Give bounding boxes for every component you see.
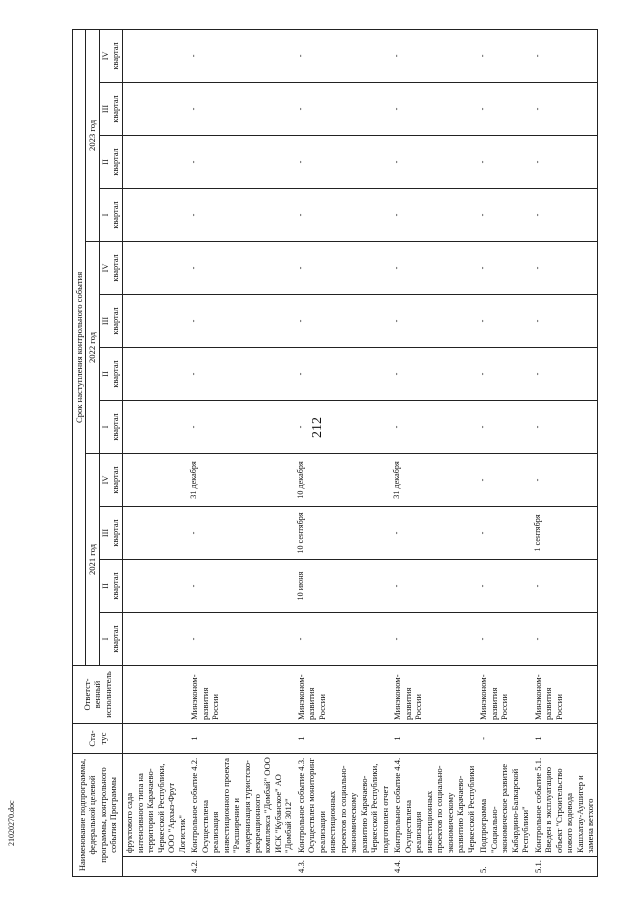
header-quarter [99,612,122,665]
quarter-cell [123,347,188,400]
row-executor: Минэконом-развития России [295,665,391,723]
file-footer: 21020270.doc [7,800,16,846]
row-status: 1 [532,723,597,753]
quarter-cell [123,506,188,559]
quarter-cell: - [295,241,391,294]
quarter-cell: - [391,347,477,400]
row-number: 4.3. [295,857,391,877]
header-quarter [99,188,122,241]
quarter-numeral: II [100,583,110,589]
row-status: 1 [391,723,477,753]
quarter-cell: - [477,29,531,82]
quarter-word: квартал [111,201,121,229]
quarter-numeral: I [100,425,110,429]
row-name: фруктового сада интенсивного типа на территории Карачаево-Черкесской Республики, ООО "Архыз-Фрут Логистик" [123,753,188,856]
row-executor: Минэконом-развития России [477,665,531,723]
quarter-numeral: II [100,159,110,165]
quarter-numeral: III [100,316,110,326]
quarter-word: квартал [111,254,121,282]
quarter-cell: 31 декабря [391,453,477,506]
quarter-cell [123,612,188,665]
header-quarter [99,29,122,82]
quarter-cell: - [391,294,477,347]
quarter-cell: - [391,612,477,665]
quarter-cell: - [532,82,597,135]
quarter-numeral: IV [100,51,110,61]
quarter-cell: - [391,29,477,82]
header-executor: Ответст-венный исполнитель [73,665,123,723]
header-quarter [99,347,122,400]
quarter-word: квартал [111,466,121,494]
header-quarter [99,400,122,453]
quarter-word: квартал [111,572,121,600]
header-deadline: Срок наступления контрольного события [73,29,86,665]
quarter-cell: - [477,506,531,559]
row-name: Подпрограмма "Социально-экономическое развитие Кабардино-Балкарской Республики" [477,753,531,856]
quarter-cell: - [391,506,477,559]
quarter-cell: - [188,82,295,135]
row-status: 1 [188,723,295,753]
quarter-cell: - [532,294,597,347]
quarter-cell: 31 декабря [188,453,295,506]
quarter-cell: - [477,241,531,294]
table-row [295,29,391,876]
header-quarter [99,506,122,559]
quarter-cell: - [188,188,295,241]
header-year: 2023 год [86,29,99,241]
row-number: 5.1. [532,857,597,877]
quarter-cell: - [188,400,295,453]
row-executor: Минэконом-развития России [391,665,477,723]
table-header [73,29,123,876]
row-name: Контрольное событие 5.1. Введен в эксплуатацию объект "Строительство нового водовода Кашхатау-Аушигер и замена ветхого [532,753,597,856]
control-events-table [72,29,598,877]
quarter-cell: - [295,400,391,453]
quarter-cell: - [477,135,531,188]
quarter-cell: - [188,559,295,612]
page-number: 212 [310,417,325,438]
row-executor: Минэконом-развития России [188,665,295,723]
quarter-cell: - [295,612,391,665]
quarter-word: квартал [111,148,121,176]
quarter-numeral: III [100,104,110,114]
row-status [123,723,188,753]
quarter-numeral: III [100,528,110,538]
row-name: Контрольное событие 4.2. Осуществлена реализация инвестиционного проекта "Расширение и модернизация туристско-рекреационного комплекса "Домбай" ООО ИСК "Кубанское" АО "Домбай 3012" [188,753,295,856]
quarter-cell: - [477,453,531,506]
quarter-cell: - [391,188,477,241]
quarter-word: квартал [111,42,121,70]
quarter-cell: 10 декабря [295,453,391,506]
quarter-cell: - [477,612,531,665]
quarter-cell: - [188,347,295,400]
quarter-cell: - [188,612,295,665]
table-row [391,29,477,876]
table-row [477,29,531,876]
quarter-cell: 10 сентября [295,506,391,559]
quarter-cell: - [532,612,597,665]
quarter-cell: - [477,347,531,400]
rotated-page [72,30,637,877]
quarter-cell: - [532,188,597,241]
quarter-cell: - [532,453,597,506]
quarter-cell: - [532,135,597,188]
quarter-cell: - [532,347,597,400]
quarter-cell [123,241,188,294]
quarter-cell: - [477,294,531,347]
quarter-numeral: I [100,637,110,641]
header-quarter [99,294,122,347]
quarter-cell: - [295,135,391,188]
quarter-cell: - [532,29,597,82]
header-quarter [99,453,122,506]
quarter-cell: - [295,347,391,400]
quarter-cell: - [391,400,477,453]
quarter-cell: - [295,29,391,82]
quarter-cell: - [391,82,477,135]
table-row [532,29,597,876]
header-quarter [99,82,122,135]
quarter-word: квартал [111,360,121,388]
quarter-cell [123,400,188,453]
quarter-cell: - [188,29,295,82]
quarter-cell: - [295,82,391,135]
quarter-cell: - [477,559,531,612]
row-number: 4.4. [391,857,477,877]
row-executor [123,665,188,723]
quarter-cell [123,453,188,506]
quarter-cell [123,559,188,612]
quarter-cell [123,188,188,241]
quarter-cell: - [532,241,597,294]
header-quarter [99,559,122,612]
quarter-cell: 10 июня [295,559,391,612]
quarter-cell: - [532,400,597,453]
quarter-cell: - [477,400,531,453]
row-name: Контрольное событие 4.4. Осуществлена реализация инвестиционных проектов по социально-экономическому развитию Карачаево-Черкесской Республики [391,753,477,856]
quarter-cell [123,135,188,188]
header-quarter [99,241,122,294]
quarter-numeral: II [100,371,110,377]
quarter-cell: - [295,294,391,347]
quarter-cell: - [295,188,391,241]
quarter-numeral: I [100,213,110,217]
table-row [188,29,295,876]
header-quarter [99,135,122,188]
quarter-numeral: IV [100,263,110,273]
quarter-cell: - [391,135,477,188]
quarter-cell: 1 сентября [532,506,597,559]
quarter-cell: - [188,294,295,347]
row-executor: Минэконом-развития России [532,665,597,723]
quarter-cell: - [391,559,477,612]
quarter-cell [123,294,188,347]
quarter-cell: - [188,135,295,188]
quarter-cell: - [532,559,597,612]
quarter-cell: - [477,82,531,135]
quarter-numeral: IV [100,475,110,485]
header-status: Ста-тус [73,723,123,753]
quarter-word: квартал [111,519,121,547]
quarter-word: квартал [111,413,121,441]
row-number: 5. [477,857,531,877]
quarter-word: квартал [111,625,121,653]
header-year: 2021 год [86,453,99,665]
quarter-word: квартал [111,95,121,123]
header-name: Наименование подпрограммы, федеральной целевой программы, контрольного события Программы [73,753,123,876]
row-number [123,857,188,877]
row-number: 4.2. [188,857,295,877]
quarter-word: квартал [111,307,121,335]
quarter-cell: - [188,506,295,559]
quarter-cell: - [477,188,531,241]
quarter-cell [123,82,188,135]
header-year: 2022 год [86,241,99,453]
row-status: 1 [295,723,391,753]
quarter-cell: - [188,241,295,294]
table-row [123,29,188,876]
quarter-cell: - [391,241,477,294]
row-name: Контрольное событие 4.3. Осуществлен мониторинг реализации инвестиционных проектов по социально-экономическому развитию Карачаево-Черкесской Республики, подготовлен отчет [295,753,391,856]
row-status: - [477,723,531,753]
quarter-cell [123,29,188,82]
